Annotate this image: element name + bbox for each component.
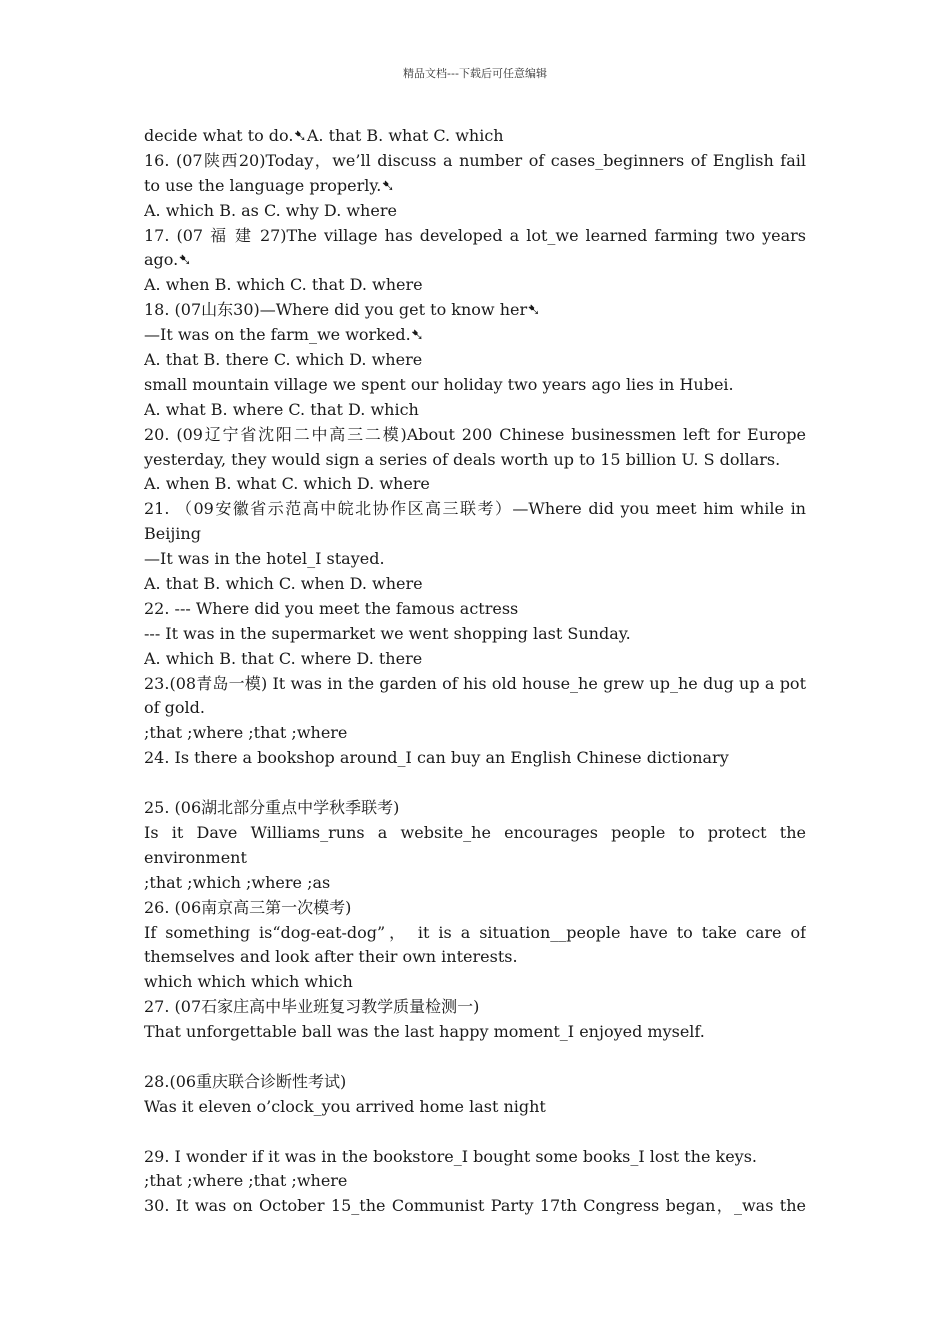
text-line: ;that ;where ;that ;where [144,723,348,743]
text-line: —It was on the farm_we worked.➷ [144,325,425,345]
text-line: yesterday, they would sign a series of deals worth up to 15 billion U. S dollars. [144,449,781,469]
text-line: --- It was in the supermarket we went shopping last Sunday. [144,623,631,643]
text-line: ;that ;where ;that ;where [144,1171,348,1191]
page-header: 精品文档---下载后可任意编辑 [403,67,547,80]
text-line: 23.(08青岛一模) It was in the garden of his old house_he grew up_he dug up a pot [144,673,806,693]
text-line: ;that ;which ;where ;as [144,872,331,892]
text-line: Is it Dave Williams_runs a website_he encourages people to protect the [144,822,806,842]
text-line: of gold. [144,698,205,718]
text-line: themselves and look after their own interests. [144,947,518,967]
text-line: 18. (07山东30)—Where did you get to know her➷ [144,300,541,320]
text-line: 29. I wonder if it was in the bookstore_I bought some books_I lost the keys. [144,1146,757,1166]
text-line: 30. It was on October 15_the Communist Party 17th Congress began，_was the [144,1196,806,1216]
text-line: Was it eleven o’clock_you arrived home last night [144,1096,546,1116]
text-line: A. that B. there C. which D. where [144,350,423,370]
text-line: If something is“dog-eat-dog”， it is a situation__people have to take care of [144,922,806,942]
text-line [144,771,806,796]
text-line: A. what B. where C. that D. which [144,399,419,419]
text-line: 22. --- Where did you meet the famous actress [144,598,519,618]
text-line: environment [144,847,247,867]
text-line: small mountain village we spent our holiday two years ago lies in Hubei. [144,374,734,394]
text-line: ago.➷ [144,250,192,270]
text-line: which which which which [144,972,353,992]
text-line: A. that B. which C. when D. where [144,574,423,594]
text-line: 17. (07 福 建 27)The village has developed a lot_we learned farming two years [144,225,806,245]
text-line: 27. (07石家庄高中毕业班复习教学质量检测一) [144,997,480,1017]
text-line: —It was in the hotel_I stayed. [144,549,385,569]
document-body [144,124,806,1219]
text-line [144,1045,806,1070]
text-line: A. when B. what C. which D. where [144,474,430,494]
text-line: 28.(06重庆联合诊断性考试) [144,1071,347,1091]
text-line: A. which B. as C. why D. where [144,200,397,220]
text-line: Beijing [144,524,201,544]
text-line: 16. (07陕西20)Today，we’ll discuss a number of cases_beginners of English fail [144,150,806,170]
text-line: to use the language properly.➷ [144,175,395,195]
text-line: decide what to do.➷A. that B. what C. which [144,126,504,145]
text-line: That unforgettable ball was the last happy moment_I enjoyed myself. [144,1022,705,1042]
text-line: A. when B. which C. that D. where [144,275,423,295]
text-line [144,1120,806,1145]
text-line: 25. (06湖北部分重点中学秋季联考) [144,798,400,818]
text-line: 24. Is there a bookshop around_I can buy an English Chinese dictionary [144,748,729,768]
text-line: A. which B. that C. where D. there [144,648,423,668]
text-line: 26. (06南京高三第一次模考) [144,897,352,917]
text-line: 21. （09安徽省示范高中皖北协作区高三联考）—Where did you meet him while in [144,499,806,519]
text-line: 20. (09辽宁省沈阳二中高三二模)About 200 Chinese businessmen left for Europe [144,424,806,444]
